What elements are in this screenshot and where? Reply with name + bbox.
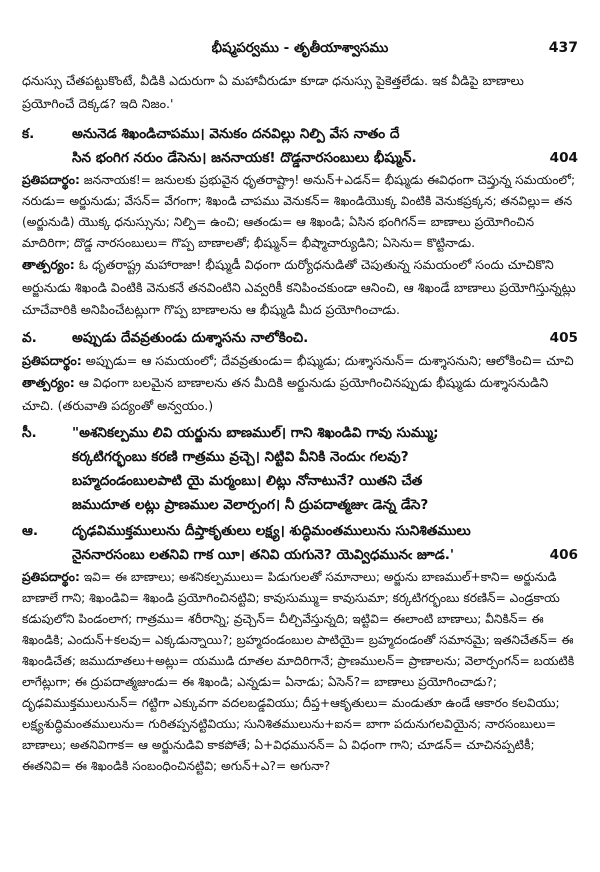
- tatparyam-label: తాత్పర్యం:: [22, 375, 75, 390]
- verse-line: అనునెడ శిఖండిచాపము। వెనుకం దనవిల్లు నిల్పి వేస నాతం దే: [72, 126, 400, 142]
- verse-line: కర్కటిగర్భంబు కరణి గాత్రము వ్రచ్చె। నిట్టివి వీనికి నెందుఁ గలవు?: [72, 449, 409, 465]
- verse-number: 404: [549, 150, 578, 166]
- page-header: [0, 40, 600, 60]
- pratipadartham-406: [22, 567, 578, 777]
- verse-meter-marker: క.: [22, 126, 35, 142]
- verse-meter-marker: సీ.: [22, 425, 37, 441]
- verse-number: 405: [549, 329, 578, 346]
- intro-paragraph: ధనుస్సు చేతపట్టుకొంటే, వీడికి ఎదురుగా ఏ మహావీరుడూ కూడా ధనుస్సు పైకెత్తలేడు. ఇక వీడిపై బాణాలు ప్రయోగించే దెక్కడ? ఇది నిజం.': [22, 73, 524, 111]
- verse-404: [22, 122, 578, 170]
- pratipadartham-label: ప్రతిపదార్థం:: [22, 352, 82, 368]
- pratipadartham-405: [22, 350, 578, 373]
- verse-line: "అశనికల్పము లివి యర్జును బాణముల్। గాని శిఖండివి గావు సుమ్ము;: [72, 425, 439, 441]
- tatparyam-label: తాత్పర్యం:: [22, 257, 75, 272]
- verse-line: సిన భంగిగ నరుం డేసెను। జననాయక! దొడ్డనారసంబులు భీష్మున్.: [72, 150, 417, 166]
- tatparyam-text: ఆ విధంగా బలమైన బాణాలను తన మీదికి అర్జునుడు ప్రయోగించినప్పుడు భీష్ముడు దుశ్శాసనుడిని చూచి. (తరువాతి పద్యంతో అన్వయం.): [22, 375, 549, 413]
- verse-line: అప్పుడు దేవవ్రతుండు దుశ్శాసను నాలోకించి.: [72, 329, 309, 346]
- page-content: [22, 70, 578, 777]
- verse-line: నైననారసంబు లతనివి గాక యీ। తనివి యగునె? యెవ్విధమునఁ జూడ.': [72, 547, 455, 563]
- verse-number: 406: [549, 547, 578, 563]
- tatparyam-404: [22, 254, 578, 322]
- tatparyam-text: ఓ ధృతరాష్ట్ర మహారాజా! భీష్ముడీ విధంగా దుర్యోధనుడితో చెపుతున్న సమయంలో సందు చూచికొని అర్జునుడు శిఖండి వింటికి వెనుకనే తనవింటిని ఎవ్వరికీ కనిపించకుండా ఆనించి, ఆ శిఖండే బాణాలు ప్రయోగిస్తున్నట్లు చూచేవారికి అనిపించేటట్లుగా గొప్ప బాణాలను ఆ భీష్ముడి మీద ప్రయోగించాడు.: [22, 257, 576, 317]
- verse-406-aataveladi: [22, 519, 578, 567]
- verse-406-seesa: [22, 421, 578, 517]
- verse-line: బహ్మదండంబులపాటి యై మర్మంబు। లిట్లు నోనాటునే? యితని చేత: [72, 473, 423, 489]
- pratipadartham-text: అప్పుడు= ఆ సమయంలో; దేవవ్రతుండు= భీష్ముడు; దుశ్శాసనున్= దుశ్శాసనుని; ఆలోకించి= చూచి: [85, 352, 574, 368]
- pratipadartham-text: జననాయక!= జనులకు ప్రభువైన ధృతరాష్ట్రా! అనున్+ఎడన్= భీష్ముడు ఈవిధంగా చెప్తున్న సమయంలో; నరుడు= అర్జునుడు; వేసన్= వేగంగా; శిఖండి చాపము వెనుకన్= శిఖండియొక్క వింటికి వెనుకప్రక్కన; తనవిల్లు= తన (అర్జునుడి) యొక్క ధనుస్సును; నిల్పి= ఉంచి; ఆతండు= ఆ శిఖండి; ఏసిన భంగిగన్= బాణాలు ప్రయోగించిన మాదిరిగా; దొడ్డ నారసంబులు= గొప్ప బాణాలతో; భీష్మున్= భీష్మాచార్యుడిని; ఏసెను= కొట్టినాడు.: [22, 173, 576, 250]
- pratipadartham-label: ప్రతిపదార్థం:: [22, 173, 80, 187]
- page-number: 437: [548, 40, 578, 56]
- verse-line: జముదూత లట్లు ప్రాణముల వెలార్పంగ। నీ ద్రుపదాత్మజుఁ డెన్న డేసె?: [72, 497, 429, 513]
- running-title: భీష్మపర్వము - తృతీయాశ్వాసము: [211, 40, 389, 56]
- verse-meter-marker: వ.: [22, 329, 37, 346]
- verse-405: [22, 326, 578, 350]
- pratipadartham-label: ప్రతిపదార్థం:: [22, 570, 80, 584]
- verse-meter-marker: ఆ.: [22, 523, 39, 539]
- pratipadartham-text: ఇవి= ఈ బాణాలు; అశనికల్పములు= పిడుగులతో సమానాలు; అర్జును బాణముల్+కాని= అర్జునుడి బాణాలే గాని; శిఖండివి= శిఖండి ప్రయోగించినట్టివి; కావుసుమ్ము= కావుసుమా; కర్కటిగర్భంబు కరణిన్= ఎండ్రకాయ కడుపులోని పిండంలాగ; గాత్రము= శరీరాన్ని; వ్రచ్చెన్= చీల్చివేస్తున్నది; ఇట్టివి= ఈలాంటి బాణాలు; వీనికిన్= ఈ శిఖండికి; ఎందున్+కలవు= ఎక్కడున్నాయి?; బ్రహ్మదండంబుల పాటియై= బ్రహ్మదండంతో సమానమై; ఇతనిచేతన్= ఈ శిఖండిచేత; జముదూతలు+అట్లు= యముడి దూతల మాదిరిగానే; ప్రాణములన్= ప్రాణాలను; వెలార్పంగన్= బయటికి లాగేట్లుగా; ఈ ద్రుపదాత్మజుండు= ఈ శిఖండి; ఎన్నడు= ఏనాడు; ఏసెన్?= బాణాలు ప్రయోగించాడు?; దృఢవిముక్తములునున్= గట్టిగా ఎక్కువగా వదలబడ్డవియు; దీప్త+ఆకృతులు= మండుతూ ఉండే ఆకారం కలవియు; లక్ష్యశుద్ధిమంతములును= గురితప్పనట్టివియు; సునిశితములును+ఐన= బాగా పదునుగలవియైన; నారసంబులు= బాణాలు; అతనివిగాక= ఆ అర్జునుడివి కాకపోతే; ఏ+విధమునన్= ఏ విధంగా గాని; చూడన్= చూచినప్పటికీ; ఈతనివి= ఈ శిఖండికి సంబంధించినట్టివి; అగున్+ఎ?= అగునా?: [22, 570, 575, 773]
- verse-line: దృఢవిముక్తములును దీప్తాకృతులు లక్ష్య। శుద్ధిమంతములును సునిశితములు: [72, 523, 471, 539]
- tatparyam-405: [22, 372, 578, 417]
- pratipadartham-404: [22, 170, 578, 254]
